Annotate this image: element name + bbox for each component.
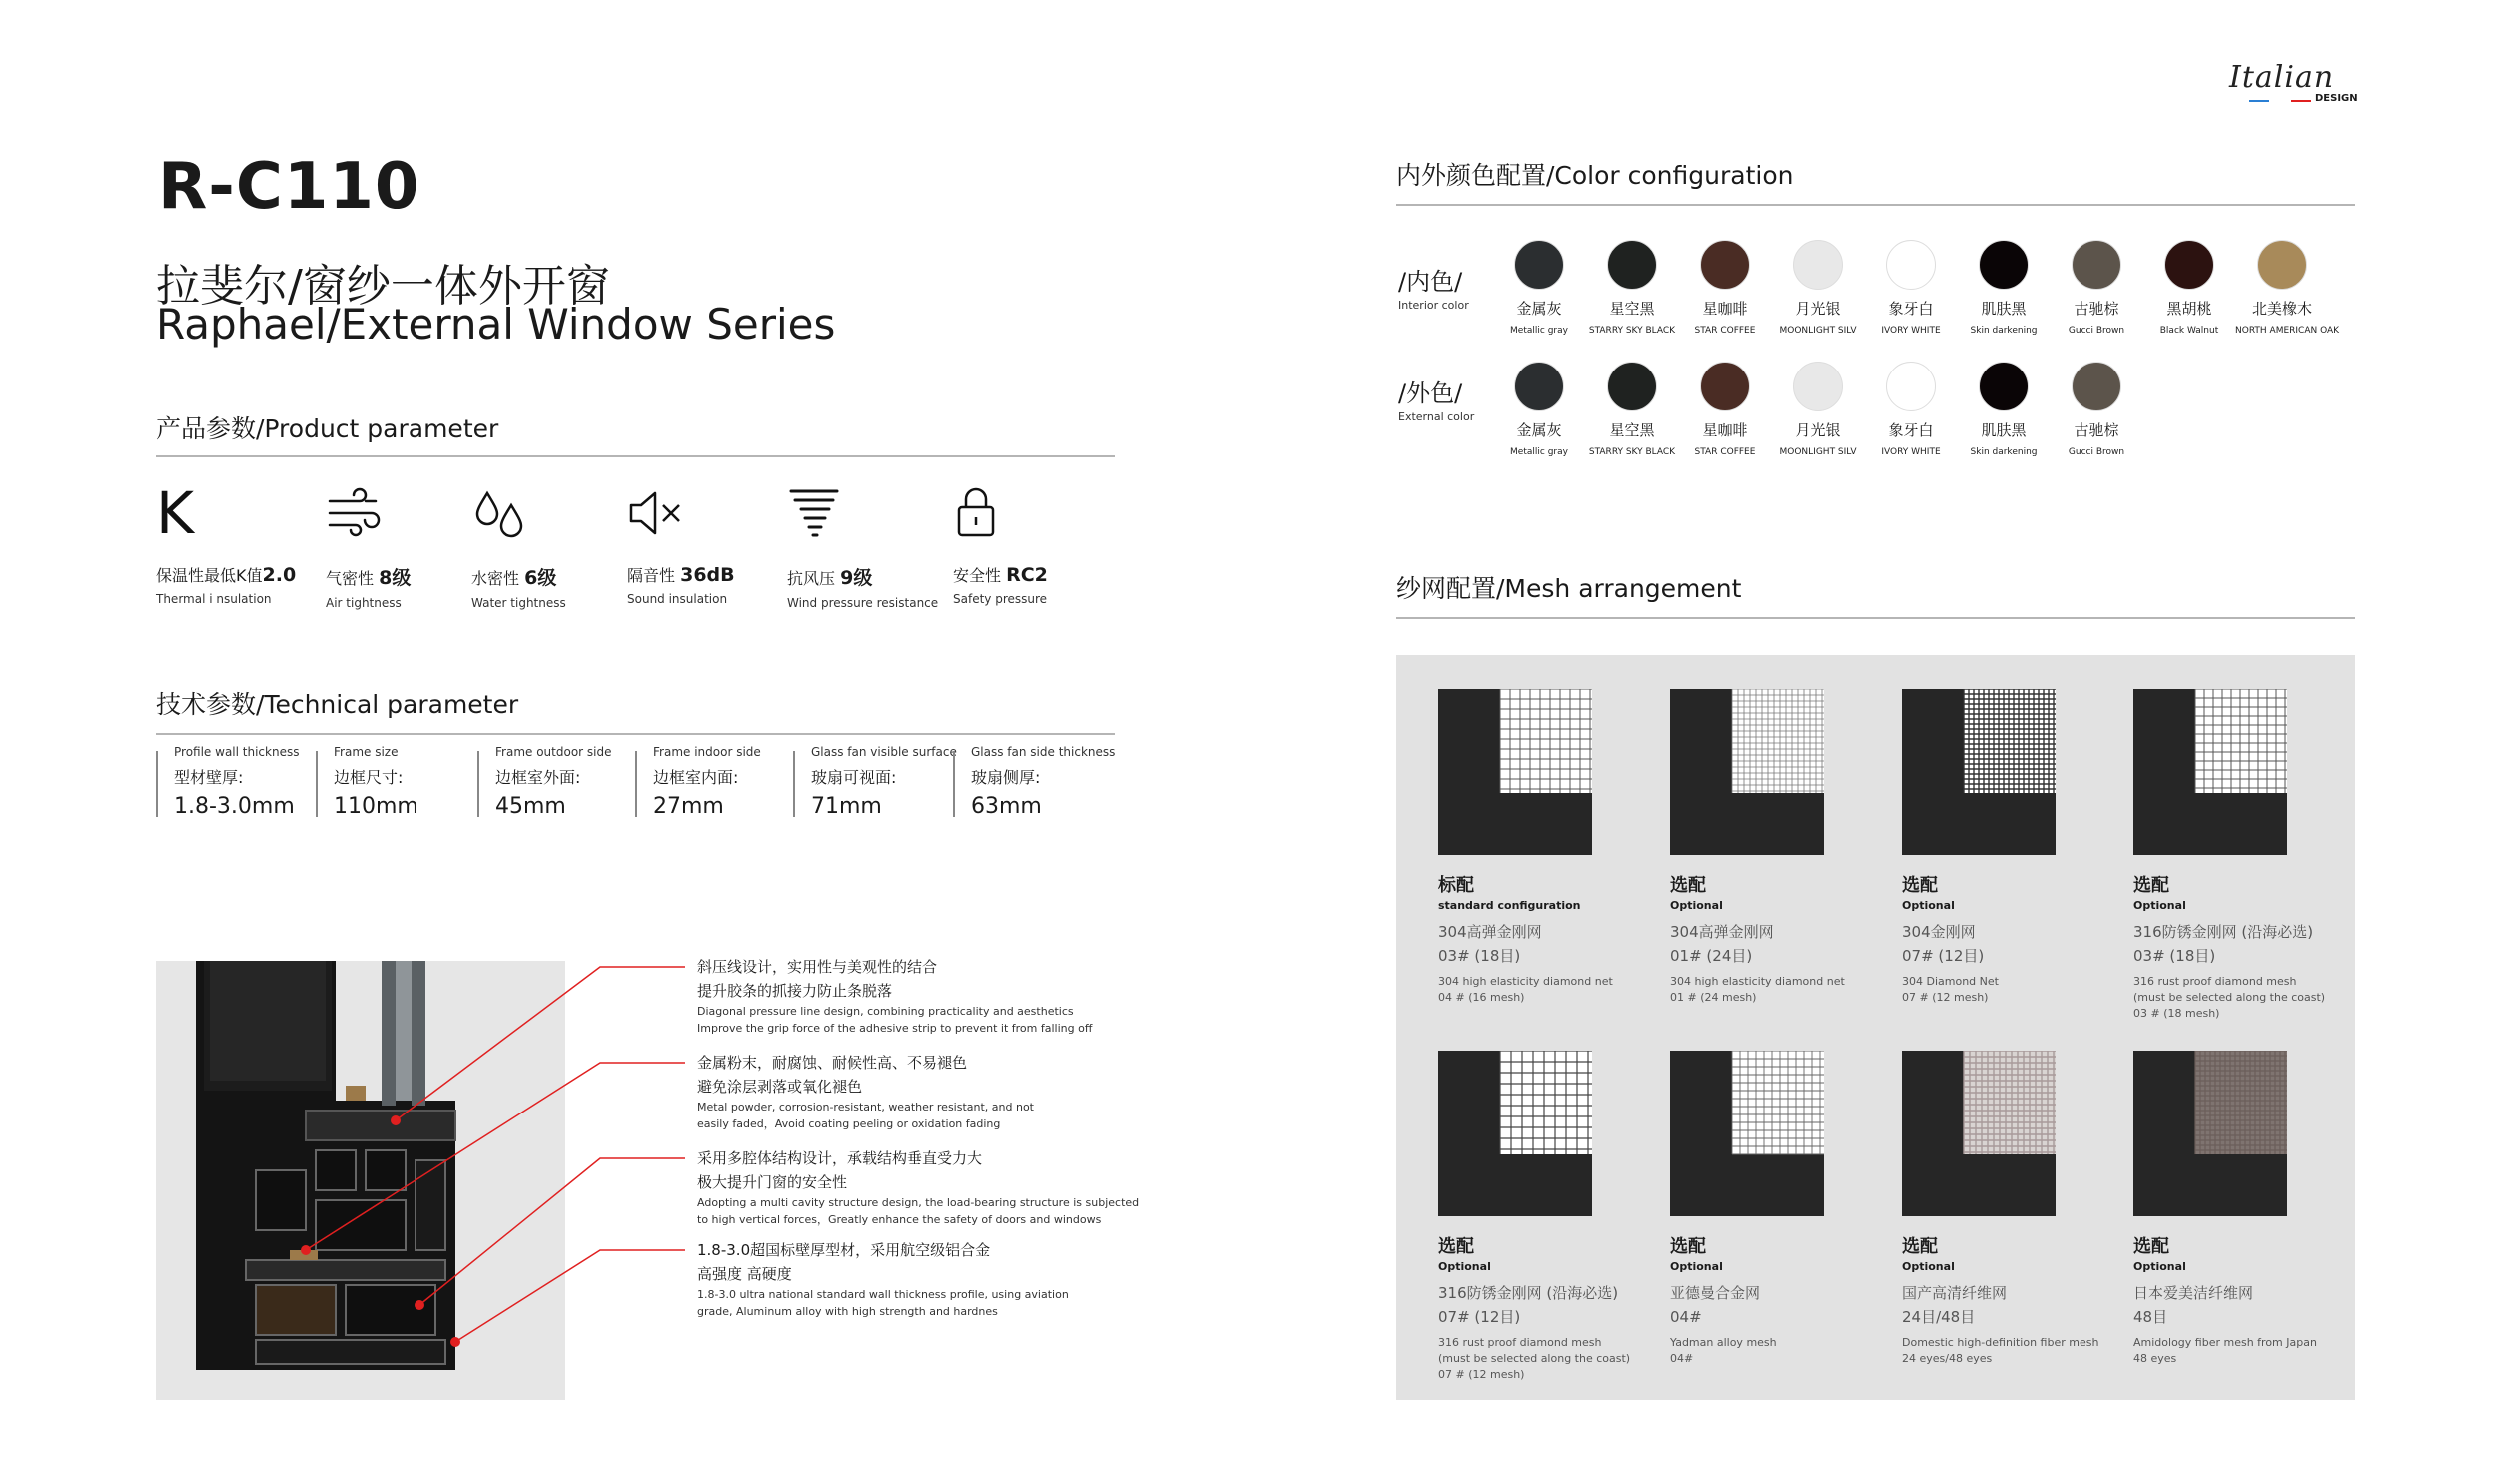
exterior-swatch[interactable] [1585,362,1679,457]
swatch-name-en: IVORY WHITE [1881,326,1941,336]
swatch-name-en: Metallic gray [1510,447,1568,457]
mesh-option-card[interactable] [1438,1051,1638,1383]
mesh-sample-image [2133,689,2287,855]
swatch-name-cn: 北美橡木 [2251,300,2312,318]
mesh-name-en: 316 rust proof diamond mesh [2133,975,2297,988]
mesh-tag: 选配 [1902,875,1938,896]
mesh-name-en: 304 Diamond Net [1902,975,1999,988]
swatch-name-en: STAR COFFEE [1694,326,1756,336]
interior-swatch[interactable] [1957,240,2051,336]
mesh-option-card[interactable] [2133,1051,2333,1367]
mesh-spec-en: 04# [1670,1352,1694,1365]
mesh-tag-en: Optional [2133,899,2186,912]
swatch-name-cn: 象牙白 [1888,421,1934,439]
mesh-spec-en: 07 # (12 mesh) [1902,991,1989,1004]
color-dot [1700,240,1750,290]
mesh-tag: 选配 [1670,875,1706,896]
padlock-icon [953,483,1013,543]
color-dot [2072,362,2121,411]
color-dot [1514,240,1564,290]
callout-multi-cavity: 采用多腔体结构设计，承载结构垂直受力大 极大提升门窗的安全性 Adopting a multi cavity structure design, the load-bearing structure is subjected to high vertical forces，Greatly enhance the safety of doors and windows [697,1149,1140,1226]
swatch-name-en: STARRY SKY BLACK [1588,447,1676,457]
swatch-name-cn: 月光银 [1795,421,1841,439]
param-safety: 安全性 RC2 Safety pressure [953,483,1123,606]
param-air: 气密性 8级 Air tightness [326,483,495,610]
brand-logo: Italian DESIGN [2229,60,2358,104]
mesh-option-card[interactable] [1902,1051,2101,1367]
divider [156,733,1115,735]
product-parameter-title: 产品参数/Product parameter [156,414,499,443]
swatch-name-en: NORTH AMERICAN OAK [2235,326,2340,336]
exterior-swatch[interactable] [1864,362,1958,457]
color-dot [1886,362,1936,411]
interior-swatch[interactable] [2142,240,2236,336]
mesh-name-en: Domestic high-definition fiber mesh [1902,1336,2099,1349]
swatch-name-cn: 月光银 [1795,300,1841,318]
interior-swatch[interactable] [1864,240,1958,336]
mesh-spec-cn: 24目/48目 [1902,1308,1976,1326]
color-config-title: 内外颜色配置/Color configuration [1396,161,1794,190]
tornado-icon [787,483,847,543]
swatch-name-cn: 星空黑 [1609,300,1655,318]
k-letter-icon [156,483,216,543]
mesh-name-en: 304 high elasticity diamond net [1438,975,1613,988]
mesh-spec-cn: 48目 [2133,1308,2168,1326]
product-title-cn: 拉斐尔/窗纱一体外开窗 [156,261,610,312]
swatch-name-en: MOONLIGHT SILV [1779,326,1857,336]
interior-swatch[interactable] [2235,240,2340,336]
swatch-name-en: IVORY WHITE [1881,447,1941,457]
technical-parameter-title: 技术参数/Technical parameter [156,690,519,719]
mesh-tag: 标配 [1438,875,1474,896]
color-dot [1607,362,1657,411]
callout-lines [156,961,715,1400]
mesh-name-en: Yadman alloy mesh [1670,1336,1777,1349]
swatch-name-en: Skin darkening [1970,447,2038,457]
color-dot [1793,362,1843,411]
swatch-name-cn: 肌肤黑 [1981,421,2027,439]
swatch-name-en: MOONLIGHT SILV [1779,447,1857,457]
mesh-tag: 选配 [2133,875,2169,896]
exterior-swatch[interactable] [1957,362,2051,457]
mesh-config-title: 纱网配置/Mesh arrangement [1396,574,1742,603]
mesh-tag-en: Optional [1902,1260,1955,1273]
mesh-sample-image [1902,1051,2056,1216]
mesh-tag-en: Optional [1670,1260,1723,1273]
interior-swatch[interactable] [1678,240,1772,336]
swatch-name-en: Metallic gray [1510,326,1568,336]
interior-swatch[interactable] [1771,240,1865,336]
mesh-tag: 选配 [1438,1236,1474,1257]
logo-accent-blue [2249,100,2269,102]
mesh-name-cn: 国产高清纤维网 [1902,1284,2008,1302]
mesh-sample-image [1670,689,1824,855]
color-dot [2072,240,2121,290]
mesh-name-cn: 316防锈金刚网 (沿海必选) [1438,1284,1619,1302]
swatch-name-en: STARRY SKY BLACK [1588,326,1676,336]
callout-metal-powder: 金属粉末，耐腐蚀、耐候性高、不易褪色 避免涂层剥落或氧化褪色 Metal powder, corrosion-resistant, weather resistant, and not easily faded，Avoid coating peeling or oxidation fading [697,1054,1034,1130]
logo-accent-red [2291,100,2311,102]
mesh-tag-en: standard configuration [1438,899,1581,912]
swatch-name-cn: 星咖啡 [1702,421,1748,439]
swatch-name-en: Gucci Brown [2068,326,2125,336]
mesh-name-cn: 316防锈金刚网 (沿海必选) [2133,923,2314,941]
swatch-name-cn: 古驰棕 [2074,300,2119,318]
swatch-name-en: Skin darkening [1970,326,2038,336]
swatch-name-cn: 肌肤黑 [1981,300,2027,318]
color-dot [1979,240,2029,290]
exterior-swatch[interactable] [1492,362,1586,457]
param-sound: 隔音性 36dB Sound insulation [627,483,797,606]
wind-icon [326,483,386,543]
mesh-tag-en: Optional [1902,899,1955,912]
mesh-spec-en-extra: 03 # (18 mesh) [2133,1007,2220,1020]
mesh-spec-en: (must be selected along the coast) [2133,991,2326,1004]
color-dot [1700,362,1750,411]
swatch-name-en: Gucci Brown [2068,447,2125,457]
param-thermal: K 保温性最低K值2.0 Thermal i nsulation [156,483,326,606]
mesh-sample-image [1902,689,2056,855]
mesh-name-cn: 304金刚网 [1902,923,1976,941]
mesh-spec-cn: 07# (12目) [1902,947,1985,965]
mesh-name-cn: 304高弹金刚网 [1670,923,1774,941]
mesh-tag: 选配 [1670,1236,1706,1257]
mesh-option-card[interactable] [1670,689,1870,1006]
mesh-spec-en-extra: 07 # (12 mesh) [1438,1368,1525,1381]
interior-swatch[interactable] [1492,240,1586,336]
tech-glass-visible: Glass fan visible surface 玻扇可视面: 71mm [793,751,951,817]
mesh-spec-cn: 07# (12目) [1438,1308,1521,1326]
swatch-name-cn: 古驰棕 [2074,421,2119,439]
swatch-name-cn: 黑胡桃 [2166,300,2212,318]
divider [1396,617,2355,619]
tech-frame-size: Frame size 边框尺寸: 110mm [316,751,473,817]
mesh-spec-cn: 04# [1670,1308,1702,1326]
mesh-spec-en: 24 eyes/48 eyes [1902,1352,1993,1365]
mesh-name-en: Amidology fiber mesh from Japan [2133,1336,2317,1349]
mesh-tag-en: Optional [1438,1260,1491,1273]
divider [1396,204,2355,206]
interior-swatch[interactable] [2050,240,2143,336]
mesh-tag: 选配 [2133,1236,2169,1257]
color-dot [1514,362,1564,411]
color-dot [2164,240,2214,290]
color-dot [1607,240,1657,290]
callout-pressure-line: 斜压线设计，实用性与美观性的结合 提升胶条的抓接力防止条脱落 Diagonal pressure line design, combining practicality and aesthetics Improve the grip force of the adhesive strip to prevent it from falling off [697,958,1093,1035]
mesh-spec-en: 04 # (16 mesh) [1438,991,1525,1004]
mesh-option-card[interactable] [1438,689,1638,1006]
mesh-sample-image [1438,689,1592,855]
mesh-name-cn: 亚德曼合金网 [1670,1284,1761,1302]
mesh-sample-image [1670,1051,1824,1216]
swatch-name-en: Black Walnut [2159,326,2219,336]
exterior-swatch[interactable] [1771,362,1865,457]
tech-frame-outdoor: Frame outdoor side 边框室外面: 45mm [477,751,635,817]
mesh-spec-cn: 03# (18目) [1438,947,1521,965]
swatch-name-cn: 星空黑 [1609,421,1655,439]
tech-frame-indoor: Frame indoor side 边框室内面: 27mm [635,751,793,817]
mesh-tag-en: Optional [1670,899,1723,912]
mesh-tag-en: Optional [2133,1260,2186,1273]
tech-profile-wall: Profile wall thickness 型材壁厚: 1.8-3.0mm [156,751,314,817]
tech-glass-side: Glass fan side thickness 玻扇侧厚: 63mm [953,751,1111,817]
swatch-name-cn: 金属灰 [1516,300,1562,318]
param-water: 水密性 6级 Water tightness [471,483,641,610]
product-model: R-C110 [158,150,420,224]
color-dot [2257,240,2307,290]
exterior-swatch[interactable] [1678,362,1772,457]
param-wind-pressure: 抗风压 9级 Wind pressure resistance [787,483,957,610]
mesh-option-card[interactable] [2133,689,2333,1022]
mesh-tag: 选配 [1902,1236,1938,1257]
swatch-name-cn: 金属灰 [1516,421,1562,439]
mesh-option-card[interactable] [1902,689,2101,1006]
mesh-sample-image [2133,1051,2287,1216]
mesh-spec-cn: 01# (24目) [1670,947,1753,965]
swatch-name-en: STAR COFFEE [1694,447,1756,457]
svg-text:K: K [156,483,195,543]
swatch-name-cn: 象牙白 [1888,300,1934,318]
interior-color-label: /内色/ Interior color [1398,268,1469,312]
callout-wall-thickness: 1.8-3.0超国标壁厚型材，采用航空级铝合金 高强度 高硬度 1.8-3.0 ultra national standard wall thickness profile, using aviation grade, Aluminum alloy with high strength and hardnes [697,1241,1069,1318]
mesh-name-cn: 304高弹金刚网 [1438,923,1542,941]
mesh-spec-en: 01 # (24 mesh) [1670,991,1757,1004]
product-title-en: Raphael/External Window Series [156,300,836,349]
mesh-name-cn: 日本爱美洁纤维网 [2133,1284,2254,1302]
interior-swatch[interactable] [1585,240,1679,336]
mesh-name-en: 304 high elasticity diamond net [1670,975,1845,988]
color-dot [1793,240,1843,290]
swatch-name-cn: 星咖啡 [1702,300,1748,318]
mesh-spec-en: (must be selected along the coast) [1438,1352,1631,1365]
mesh-option-card[interactable] [1670,1051,1870,1367]
speaker-mute-icon [627,483,687,543]
mesh-spec-en: 48 eyes [2133,1352,2177,1365]
water-drops-icon [471,483,531,543]
color-dot [1886,240,1936,290]
divider [156,455,1115,457]
exterior-swatch[interactable] [2050,362,2143,457]
color-dot [1979,362,2029,411]
mesh-sample-image [1438,1051,1592,1216]
mesh-spec-cn: 03# (18目) [2133,947,2216,965]
exterior-color-label: /外色/ External color [1398,379,1475,423]
mesh-name-en: 316 rust proof diamond mesh [1438,1336,1602,1349]
